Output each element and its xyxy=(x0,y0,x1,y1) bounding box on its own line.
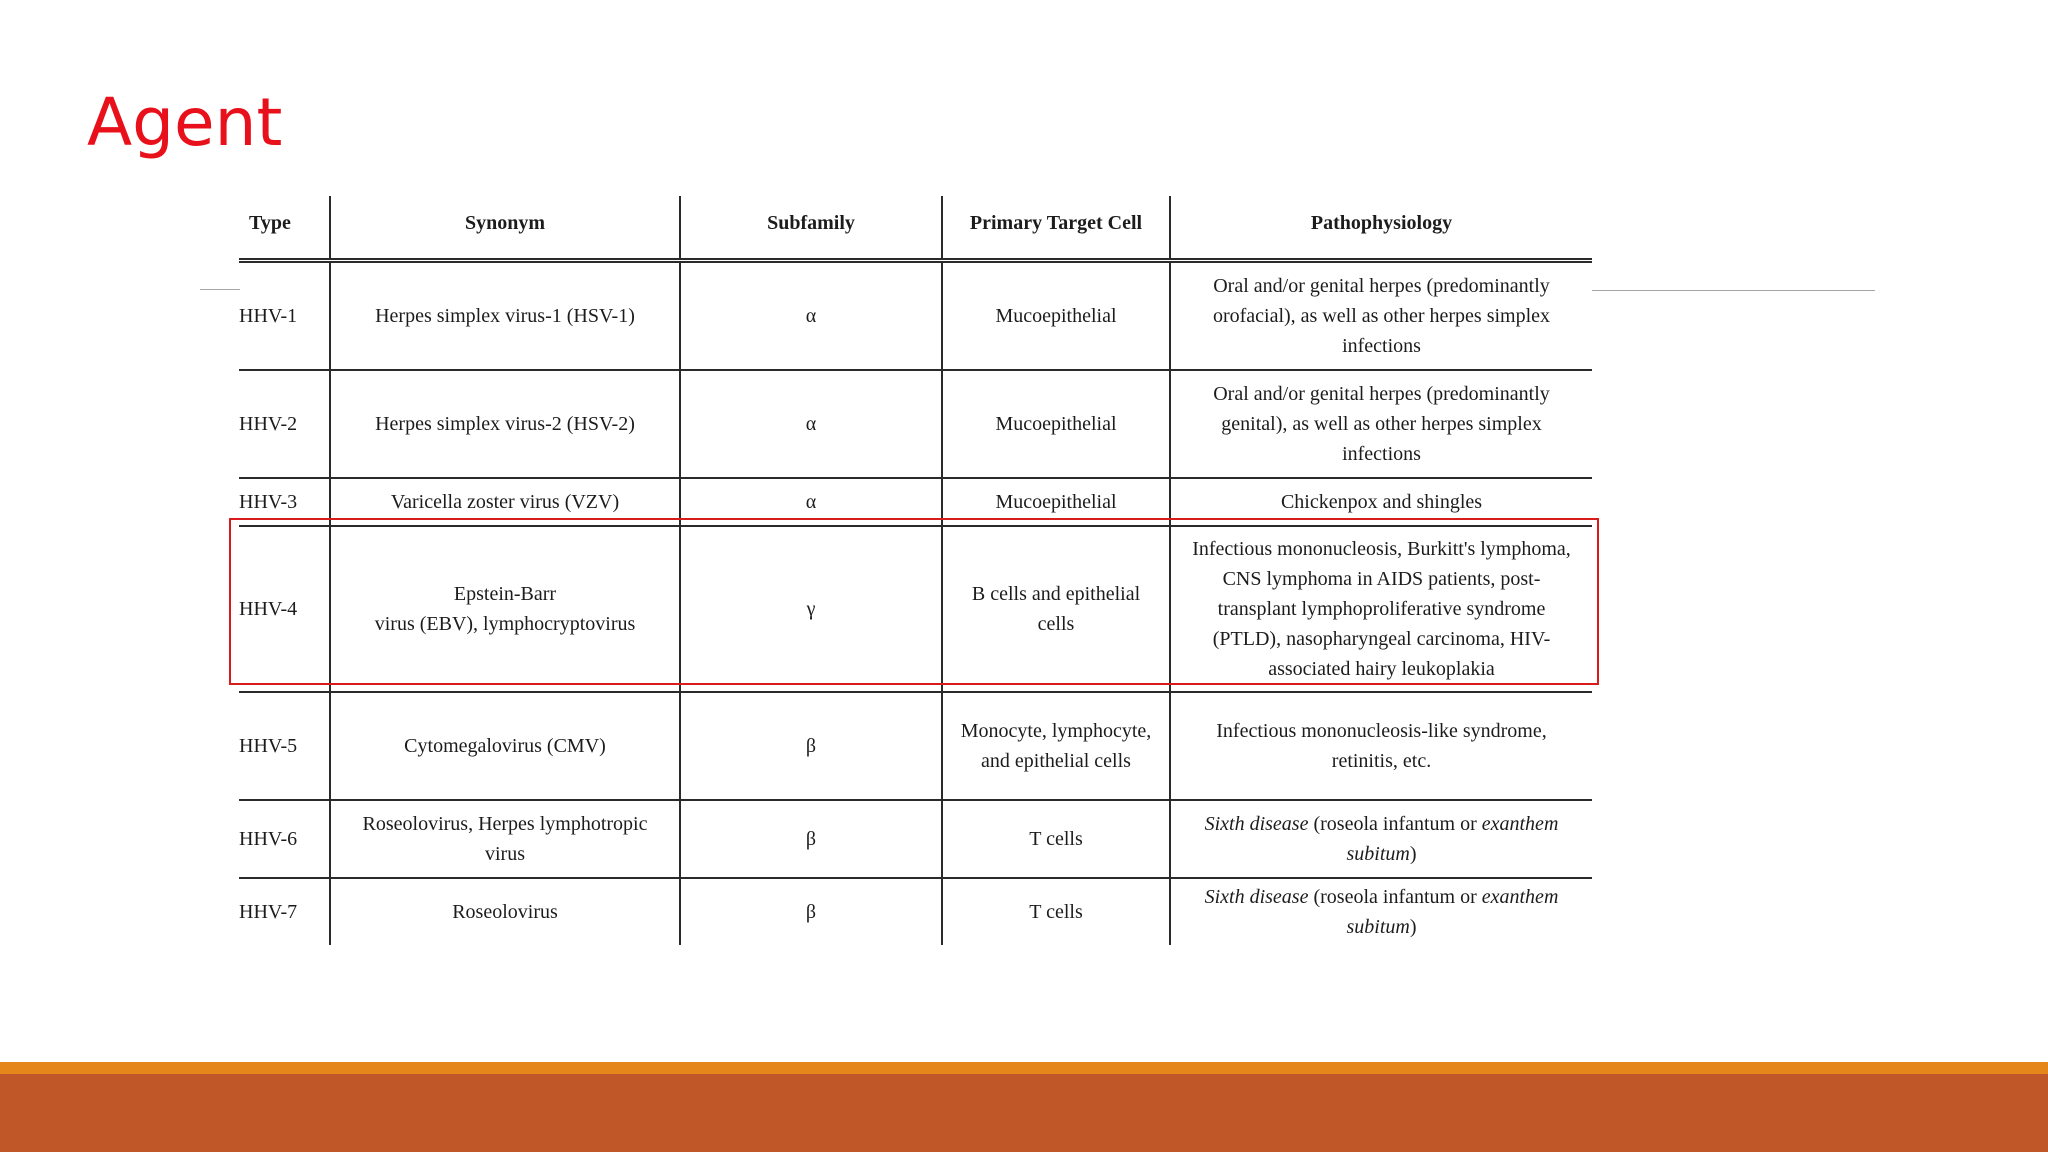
cell-target-cell: Mucoepithelial xyxy=(942,478,1170,526)
cell-synonym: Cytomegalovirus (CMV) xyxy=(330,692,680,800)
cell-type: HHV-1 xyxy=(239,261,330,371)
cell-subfamily: γ xyxy=(680,526,942,692)
cell-synonym: Roseolovirus, Herpes lymphotropic virus xyxy=(330,800,680,878)
table-header-row xyxy=(239,196,1592,261)
table-row xyxy=(239,261,1592,371)
synonym-line-2: virus (EBV), lymphocryptovirus xyxy=(374,613,636,635)
patho-plain: (roseola infantum or xyxy=(1308,886,1482,908)
cell-synonym: Roseolovirus xyxy=(330,878,680,945)
table-row-highlighted xyxy=(239,526,1592,692)
footer-band xyxy=(0,1074,2048,1152)
cell-pathophysiology: Infectious mononucleosis-like syndrome, retinitis, etc. xyxy=(1170,692,1592,800)
table-row xyxy=(239,692,1592,800)
cell-subfamily: β xyxy=(680,692,942,800)
patho-end: ) xyxy=(1409,843,1417,865)
cell-type: HHV-2 xyxy=(239,370,330,478)
cell-type: HHV-7 xyxy=(239,901,298,923)
patho-italic-disease: Sixth disease xyxy=(1204,813,1309,835)
cell-target-cell: Monocyte, lymphocyte, and epithelial cells xyxy=(942,692,1170,800)
patho-italic-exanthem: exanthem subitum xyxy=(1346,813,1559,865)
synonym-line-1: Epstein-Barr xyxy=(453,583,557,605)
header-synonym: Synonym xyxy=(330,196,680,261)
header-type: Type xyxy=(239,196,330,261)
patho-italic-disease: Sixth disease xyxy=(1204,886,1309,908)
cell-pathophysiology: Infectious mononucleosis, Burkitt's lymphoma, CNS lymphoma in AIDS patients, post-transplant lymphoproliferative syndrome (PTLD), nasopharyngeal carcinoma, HIV-associated hairy leukoplakia xyxy=(1170,526,1592,692)
cell-subfamily: α xyxy=(680,478,942,526)
cell-pathophysiology xyxy=(1170,878,1592,945)
cell-type: HHV-5 xyxy=(239,692,330,800)
patho-plain: (roseola infantum or xyxy=(1308,813,1482,835)
cell-subfamily: β xyxy=(680,800,942,878)
cell-subfamily: α xyxy=(680,261,942,371)
cell-subfamily: α xyxy=(680,370,942,478)
table-row xyxy=(239,878,1592,945)
decorative-rule-right xyxy=(1592,290,1875,291)
cell-type: HHV-6 xyxy=(239,800,330,878)
herpesvirus-table xyxy=(239,196,1592,945)
cell-type: HHV-3 xyxy=(239,478,330,526)
cell-synonym xyxy=(330,526,680,692)
header-primary-target-cell: Primary Target Cell xyxy=(942,196,1170,261)
footer-accent-stripe xyxy=(0,1062,2048,1074)
cell-subfamily: β xyxy=(680,878,942,945)
cell-target-cell: T cells xyxy=(942,800,1170,878)
cell-pathophysiology: Oral and/or genital herpes (predominantly orofacial), as well as other herpes simplex infections xyxy=(1170,261,1592,371)
slide-title: Agent xyxy=(87,84,283,161)
cell-type: HHV-4 xyxy=(239,526,330,692)
cell-pathophysiology: Chickenpox and shingles xyxy=(1170,478,1592,526)
table-row xyxy=(239,478,1592,526)
cell-synonym: Herpes simplex virus-2 (HSV-2) xyxy=(330,370,680,478)
cell-target-cell: T cells xyxy=(942,878,1170,945)
cell-target-cell: Mucoepithelial xyxy=(942,370,1170,478)
cell-pathophysiology: Oral and/or genital herpes (predominantly genital), as well as other herpes simplex infections xyxy=(1170,370,1592,478)
cell-synonym: Varicella zoster virus (VZV) xyxy=(330,478,680,526)
header-pathophysiology: Pathophysiology xyxy=(1170,196,1592,261)
patho-end: ) xyxy=(1409,916,1417,938)
header-subfamily: Subfamily xyxy=(680,196,942,261)
patho-italic-exanthem: exanthem subitum xyxy=(1346,886,1559,938)
table-row xyxy=(239,370,1592,478)
cell-target-cell: B cells and epithelial cells xyxy=(942,526,1170,692)
cell-synonym: Herpes simplex virus-1 (HSV-1) xyxy=(330,261,680,371)
decorative-rule-left xyxy=(200,289,240,290)
cell-target-cell: Mucoepithelial xyxy=(942,261,1170,371)
herpesvirus-table-wrapper xyxy=(239,196,1592,945)
cell-pathophysiology xyxy=(1170,800,1592,878)
table-row xyxy=(239,800,1592,878)
